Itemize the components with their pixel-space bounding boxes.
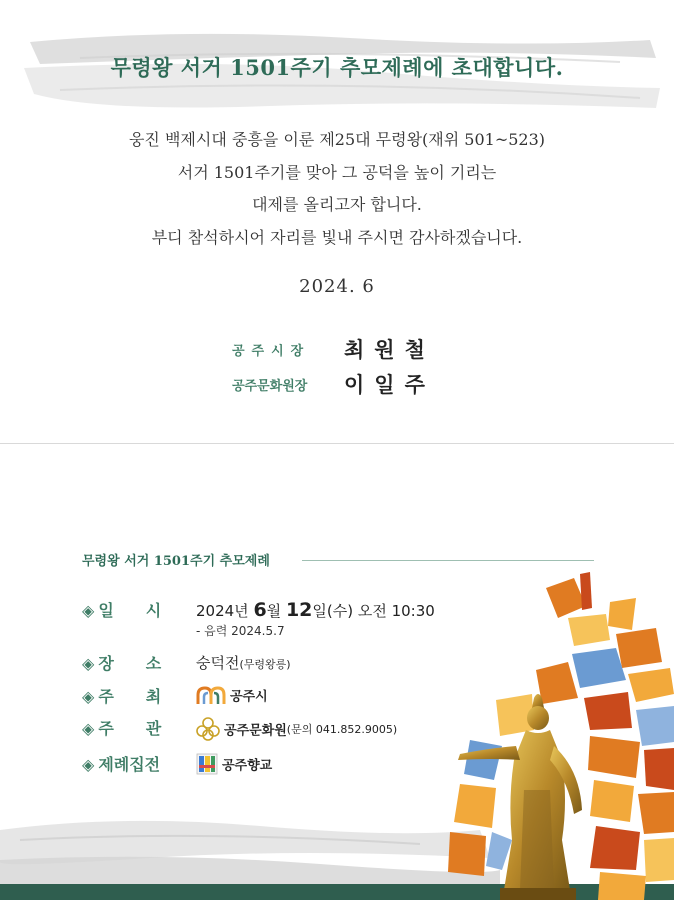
cultural-center-logo-icon <box>196 717 220 741</box>
diamond-bullet-icon: ◈ <box>82 755 95 774</box>
invitation-headline: 무령왕 서거 1501주기 추모제례에 초대합니다. <box>110 55 564 80</box>
diamond-bullet-icon: ◈ <box>82 654 95 673</box>
brush-stroke-bottom <box>0 800 500 890</box>
info-value-host: 공주시 <box>196 685 268 705</box>
signatory-name: 이일주 <box>344 373 435 397</box>
invitation-date: 2024. 6 <box>299 276 375 297</box>
signatory-title: 공주시장 <box>232 343 311 359</box>
diamond-bullet-icon: ◈ <box>82 601 95 620</box>
info-value-venue: 숭덕전(무령왕릉) <box>196 654 291 672</box>
signatory-mayor <box>232 334 435 364</box>
info-label: ◈ 주 최 <box>82 687 162 706</box>
info-label: ◈ 일 시 <box>82 601 162 620</box>
event-title-rule <box>302 560 594 561</box>
king-muryeong-statue-icon <box>450 690 600 900</box>
gongju-city-logo-icon <box>196 685 226 705</box>
event-section-title: 무령왕 서거 1501주기 추모제례 <box>82 554 270 569</box>
signatory-name: 최원철 <box>344 338 435 362</box>
hyanggyo-logo-icon <box>196 753 218 775</box>
message-line: 부디 참석하시어 자리를 빛내 주시면 감사하겠습니다. <box>151 227 523 247</box>
message-line: 웅진 백제시대 중흥을 이룬 제25대 무령왕(재위 501~523) <box>128 130 546 149</box>
signatory-title: 공주문화원장 <box>232 378 308 394</box>
info-value-organizer: 공주문화원(문의 041.852.9005) <box>196 717 397 741</box>
invitation-message <box>0 124 674 254</box>
diamond-bullet-icon: ◈ <box>82 719 95 738</box>
message-line: 대제를 올리고자 합니다. <box>252 195 422 214</box>
info-label: ◈ 제례집전 <box>82 755 161 774</box>
info-value-ritual: 공주향교 <box>196 753 272 775</box>
info-label: ◈ 주 관 <box>82 719 162 738</box>
signatory-cultural-center-director <box>232 369 435 399</box>
info-label: ◈ 장 소 <box>82 654 162 673</box>
message-line: 서거 1501주기를 맞아 그 공덕을 높이 기리는 <box>177 162 497 182</box>
info-lunar-date: - 음력 2024.5.7 <box>196 624 285 638</box>
info-value-datetime: 2024년 6월 12일(수) 오전 10:30 <box>196 599 435 621</box>
section-divider <box>0 443 674 444</box>
diamond-bullet-icon: ◈ <box>82 687 95 706</box>
